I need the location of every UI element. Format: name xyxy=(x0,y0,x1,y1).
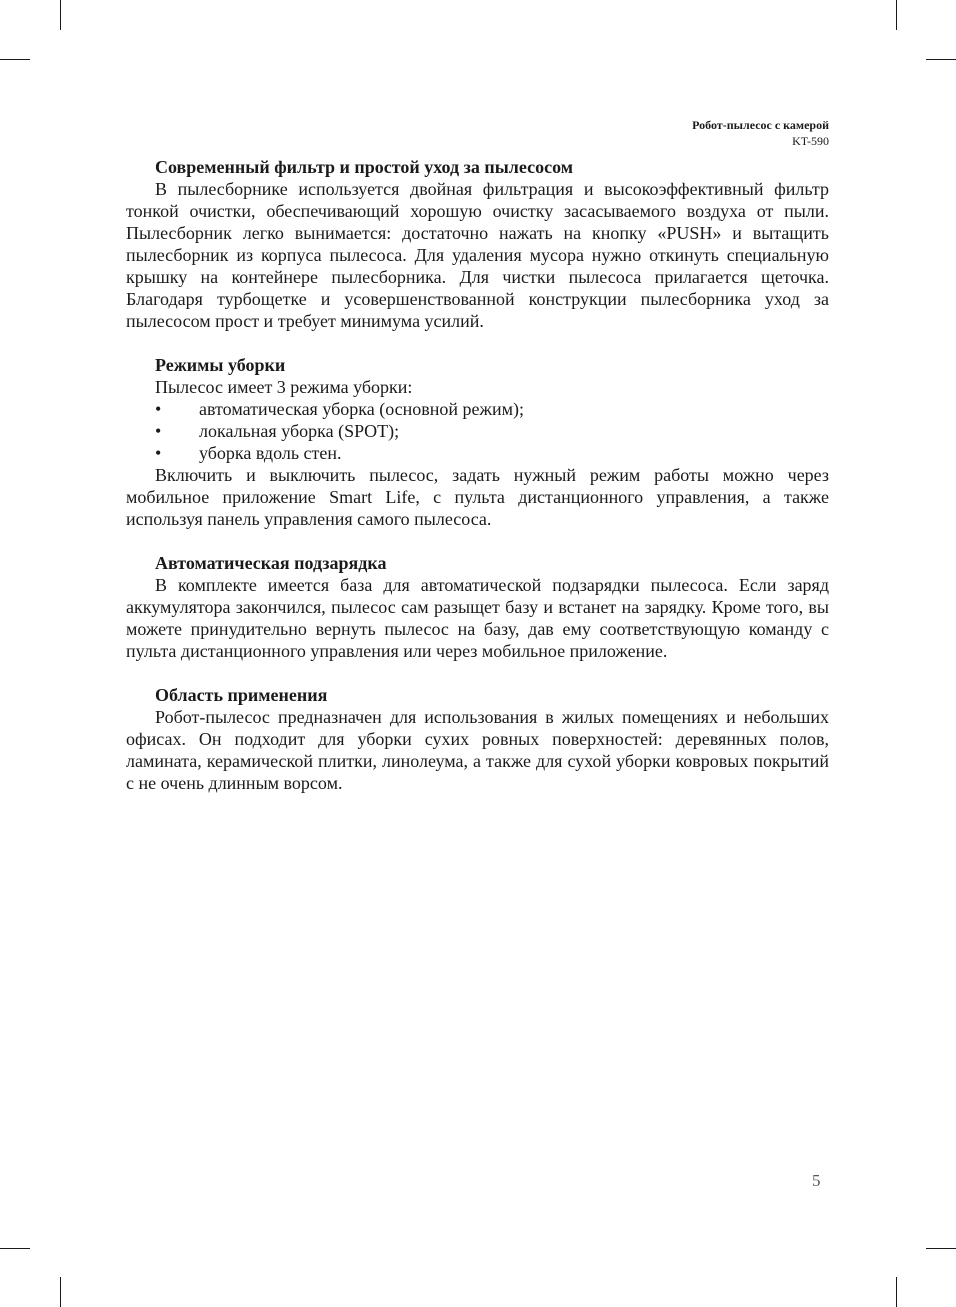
section-title-modes: Режимы уборки xyxy=(155,355,286,375)
bullet-icon: • xyxy=(155,443,162,463)
list-item: • автоматическая уборка (основной режим); xyxy=(155,399,524,419)
list-item: • локальная уборка (SPOT); xyxy=(155,421,400,441)
section-title-filter: Современный фильтр и простой уход за пылесосом xyxy=(155,157,573,177)
bullet-icon: • xyxy=(155,399,162,419)
list-item: • уборка вдоль стен. xyxy=(155,443,342,463)
bullet-icon: • xyxy=(155,421,162,441)
running-header xyxy=(692,117,829,149)
section-text-filter: В пылесборнике используется двойная фильтрация и высокоэффективный фильтр тонкой очистки, обеспечивающий хорошую очистку засасываемого воздуха от пыли. Пылесборник легко вынимается: достаточно нажать на кнопку «PUSH» и вытащить пылесборник из корпуса пылесоса. Для удаления мусора нужно откинуть специальную крышку на контейнере пылесборника. Для чистки пылесоса прилагается щеточка. Благодаря турбощетке и усовершенствованной конструкции пылесборника уход за пылесосом прост и требует минимума усилий. xyxy=(126,179,829,331)
page-number: 5 xyxy=(812,1171,821,1190)
crop-mark xyxy=(0,1248,30,1249)
section-title-usage: Область применения xyxy=(155,685,328,705)
header-product: Робот-пылесос с камерой xyxy=(692,118,829,132)
page-content xyxy=(126,156,829,794)
crop-mark xyxy=(0,59,30,60)
modes-list xyxy=(126,398,829,464)
section-text-charging: В комплекте имеется база для автоматической подзарядки пылесоса. Если заряд аккумулятора закончился, пылесос сам разыщет базу и встанет на зарядку. Кроме того, вы можете принудительно вернуть пылесос на базу, дав ему соответствующую команду с пульта дистанционного управления или через мобильное приложение. xyxy=(126,575,829,661)
section-title-charging: Автоматическая подзарядка xyxy=(155,553,387,573)
crop-mark xyxy=(926,59,956,60)
modes-intro: Пылесос имеет 3 режима уборки: xyxy=(155,377,413,397)
header-model: KT-590 xyxy=(792,134,829,148)
crop-mark xyxy=(896,0,897,30)
section-text-usage: Робот-пылесос предназначен для использования в жилых помещениях и небольших офисах. Он подходит для уборки сухих ровных поверхностей: деревянных полов, ламината, керамической плитки, линолеума, а также для сухой уборки ковровых покрытий с не очень длинным ворсом. xyxy=(126,707,829,793)
crop-mark xyxy=(926,1248,956,1249)
crop-mark xyxy=(60,1277,61,1307)
crop-mark xyxy=(60,0,61,30)
crop-mark xyxy=(896,1277,897,1307)
section-text-modes: Включить и выключить пылесос, задать нужный режим работы можно через мобильное приложение Smart Life, с пульта дистанционного управления, а также используя панель управления самого пылесоса. xyxy=(126,465,829,529)
